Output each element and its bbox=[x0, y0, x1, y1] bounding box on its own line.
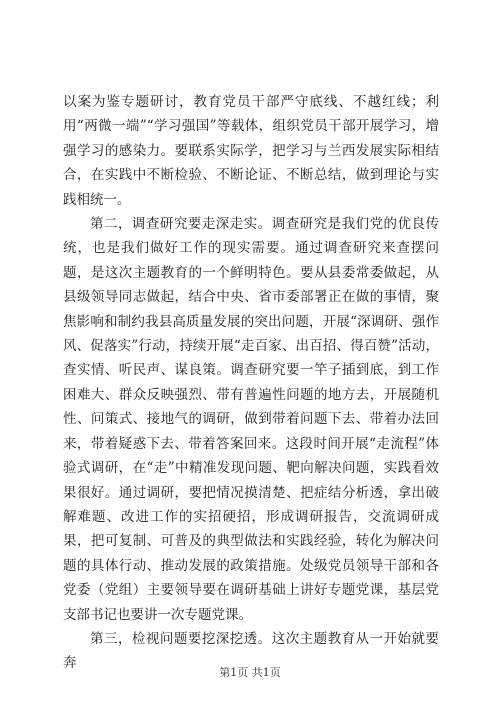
paragraph-problem-review: 第三，检视问题要挖深挖透。这次主题教育从一开始就要奔 bbox=[63, 630, 439, 672]
document-body bbox=[63, 90, 439, 676]
paragraph-investigation: 第二，调查研究要走深走实。调查研究是我们党的优良传统，也是我们做好工作的现实需要。通过调查研究来查摆问题，是这次主题教育的一个鲜明特色。要从县委常委做起，从县级领导同志做起，结合中央、省市委部署正在做的事情，聚焦影响和制约我县高质量发展的突出问题，开展“深调研、强作风、促落实”行动，持续开展“走百家、出百招、得百赞”活动，查实情、听民声、谋良策。调查研究要一竿子插到底，到工作困难大、群众反映强烈、带有普遍性问题的地方去，开展随机性、问策式、接地气的调研，做到带着问题下去、带着办法回来，带着疑惑下去、带着答案回来。这段时间开展“走流程”体验式调研，在“走”中精准发现问题、靶向解决问题，实践看效果很好。通过调研，要把情况摸清楚、把症结分析透，拿出破解难题、改进工作的实招硬招，形成调研报告，交流调研成果，把可复制、可普及的典型做法和实践经验，转化为解决问题的具体行动、推动发展的政策措施。处级党员领导干部和各党委（党组）主要领导要在调研基础上讲好专题党课，基层党支部书记也要讲一次专题党课。 bbox=[63, 216, 439, 623]
paragraph-continuation: 以案为鉴专题研讨，教育党员干部严守底线、不越红线；利用“两微一端”“学习强国”等载体，组织党员干部开展学习，增强学习的感染力。要联系实际学，把学习与兰西发展实际相结合，在实践中不断检验、不断论证、不断总结，做到理论与实践相统一。 bbox=[63, 94, 439, 208]
page-footer: 第1页 共1页 bbox=[219, 666, 281, 679]
